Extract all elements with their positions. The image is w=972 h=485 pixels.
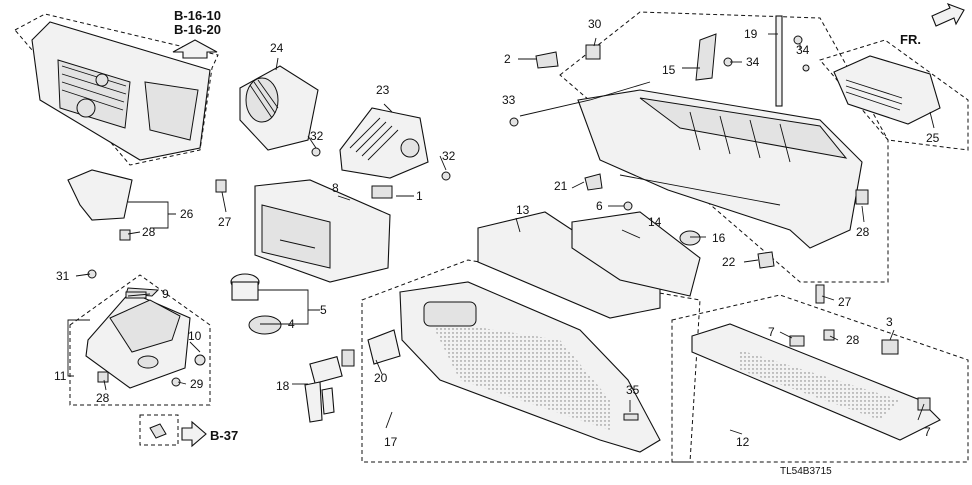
callout-9: 9 xyxy=(162,287,169,301)
diagram-code: TL54B3715 xyxy=(780,466,832,477)
center-vent-part xyxy=(340,108,428,178)
ref-right-arrow xyxy=(182,422,206,446)
callout-1: 1 xyxy=(416,189,423,203)
lower-tray-part xyxy=(692,324,940,440)
side-vent-left-part xyxy=(240,66,318,150)
callout-2: 2 xyxy=(504,52,511,66)
front-direction-arrow xyxy=(900,4,964,47)
lighter-socket-part xyxy=(231,274,281,334)
callout-5: 5 xyxy=(320,303,327,317)
callout-34a: 34 xyxy=(746,55,760,69)
callout-3: 3 xyxy=(886,315,893,329)
callout-25: 25 xyxy=(926,131,940,145)
callout-29: 29 xyxy=(190,377,204,391)
center-audio-panel-part xyxy=(32,22,210,160)
ref-up-arrow xyxy=(173,40,217,58)
callout-7b: 7 xyxy=(924,425,931,439)
callout-13: 13 xyxy=(516,203,530,217)
callout-32b: 32 xyxy=(442,149,456,163)
front-direction-label: FR. xyxy=(900,32,921,47)
callout-11: 11 xyxy=(54,369,67,383)
callout-12: 12 xyxy=(736,435,750,449)
callout-10: 10 xyxy=(188,329,202,343)
callout-23: 23 xyxy=(376,83,390,97)
callout-20: 20 xyxy=(374,371,388,385)
callout-28d: 28 xyxy=(96,391,110,405)
clip-part xyxy=(150,424,166,438)
callout-17: 17 xyxy=(384,435,398,449)
callout-22: 22 xyxy=(722,255,736,269)
key-lock-part xyxy=(305,357,342,422)
callout-7a: 7 xyxy=(768,325,775,339)
callout-28b: 28 xyxy=(856,225,870,239)
callout-33: 33 xyxy=(502,93,516,107)
lower-pocket-box-part xyxy=(255,180,390,282)
callout-19: 19 xyxy=(744,27,758,41)
callout-30: 30 xyxy=(588,17,602,31)
callout-15: 15 xyxy=(662,63,676,77)
callout-28c: 28 xyxy=(846,333,860,347)
ref-label-b37: B-37 xyxy=(210,428,239,443)
callout-26: 26 xyxy=(180,207,194,221)
lid-handle-part xyxy=(368,330,400,364)
callout-31: 31 xyxy=(56,269,70,283)
callout-21: 21 xyxy=(554,179,568,193)
callout-18: 18 xyxy=(276,379,290,393)
callout-16: 16 xyxy=(712,231,726,245)
callout-4: 4 xyxy=(288,317,295,331)
callout-34b: 34 xyxy=(796,43,810,57)
callout-24: 24 xyxy=(270,41,284,55)
callout-35: 35 xyxy=(626,383,640,397)
ref-label-b16-20: B-16-20 xyxy=(174,22,221,37)
callout-27b: 27 xyxy=(838,295,852,309)
callout-27a: 27 xyxy=(218,215,232,229)
pocket-cup-part xyxy=(68,170,132,220)
right-vent-part xyxy=(834,56,940,124)
callout-14: 14 xyxy=(648,215,662,229)
callout-6: 6 xyxy=(596,199,603,213)
callout-32a: 32 xyxy=(310,129,324,143)
callout-28a: 28 xyxy=(142,225,156,239)
ref-label-b16-10: B-16-10 xyxy=(174,8,221,23)
callout-8: 8 xyxy=(332,181,339,195)
